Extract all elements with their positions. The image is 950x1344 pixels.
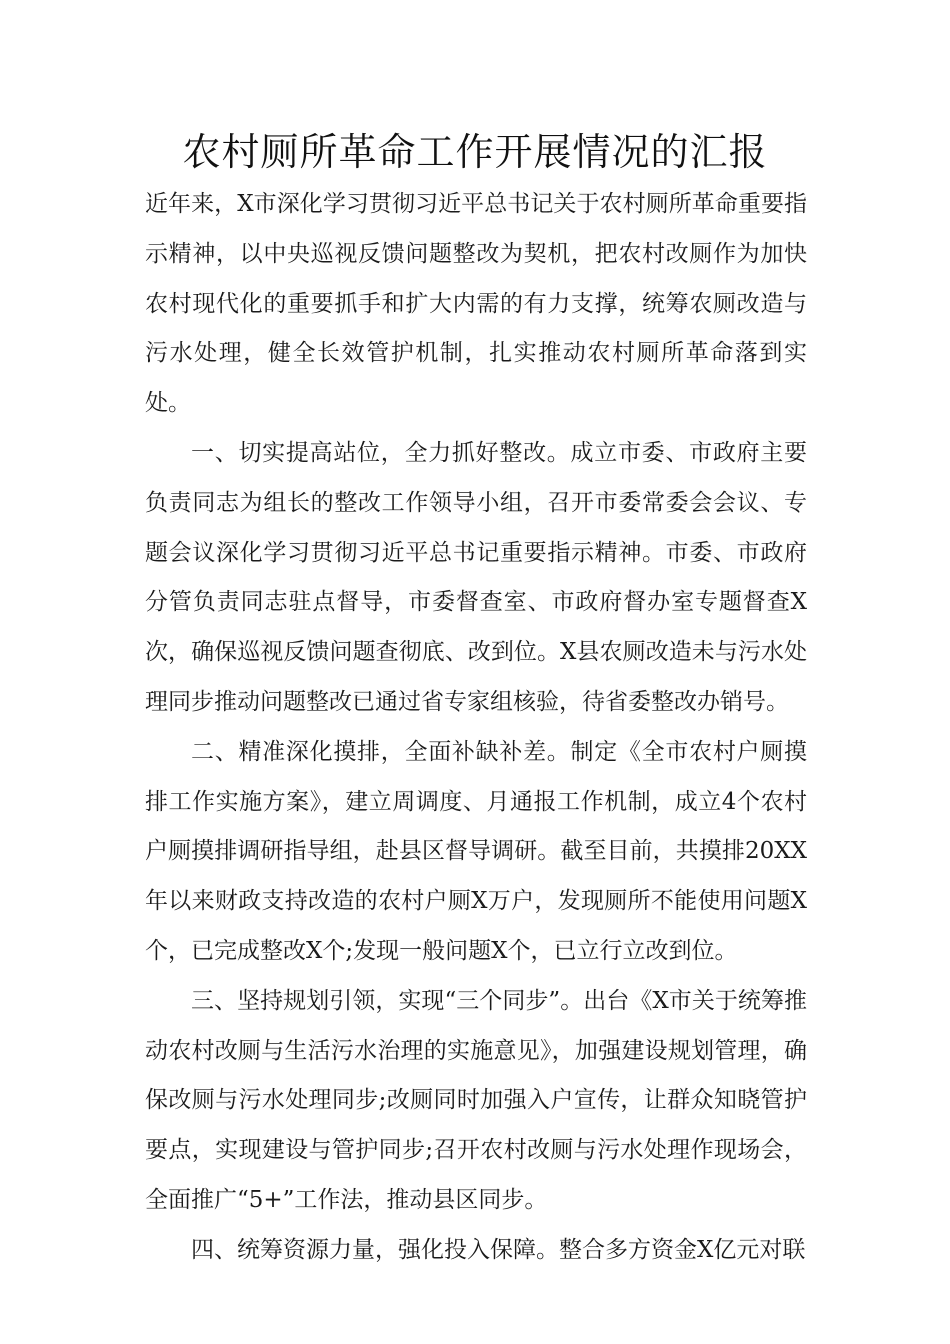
document-title: 农村厕所革命工作开展情况的汇报: [182, 130, 768, 174]
paragraph-intro: 近年来，X市深化学习贯彻习近平总书记关于农村厕所革命重要指示精神，以中央巡视反馈问题整改为契机，把农村改厕作为加快农村现代化的重要抓手和扩大内需的有力支撑，统筹农厕改造与污水处理，健全长效管护机制，扎实推动农村厕所革命落到实处。: [145, 191, 807, 417]
paragraph-section-1: 一、切实提高站位，全力抓好整改。成立市委、市政府主要负责同志为组长的整改工作领导小组，召开市委常委会会议、专题会议深化学习贯彻习近平总书记重要指示精神。市委、市政府分管负责同志驻点督导，市委督查室、市政府督办室专题督查X次，确保巡视反馈问题查彻底、改到位。X县农厕改造未与污水处理同步推动问题整改已通过省专家组核验，待省委整改办销号。: [145, 439, 807, 715]
document-body: [145, 180, 807, 1276]
paragraph-section-4: 四、统筹资源力量，强化投入保障。整合多方资金X亿元对联: [191, 1236, 806, 1263]
paragraph-section-3: 三、坚持规划引领，实现“三个同步”。出台《X市关于统筹推动农村改厕与生活污水治理的实施意见》，加强建设规划管理，确保改厕与污水处理同步;改厕同时加强入户宣传，让群众知晓管护要点，实现建设与管护同步;召开农村改厕与污水处理作现场会，全面推广“5+”工作法，推动县区同步。: [145, 987, 807, 1213]
paragraph-section-2: 二、精准深化摸排，全面补缺补差。制定《全市农村户厕摸排工作实施方案》，建立周调度、月通报工作机制，成立4个农村户厕摸排调研指导组，赴县区督导调研。截至目前，共摸排20XX年以来财政支持改造的农村户厕X万户，发现厕所不能使用问题X个，已完成整改X个;发现一般问题X个，已立行立改到位。: [145, 738, 807, 964]
